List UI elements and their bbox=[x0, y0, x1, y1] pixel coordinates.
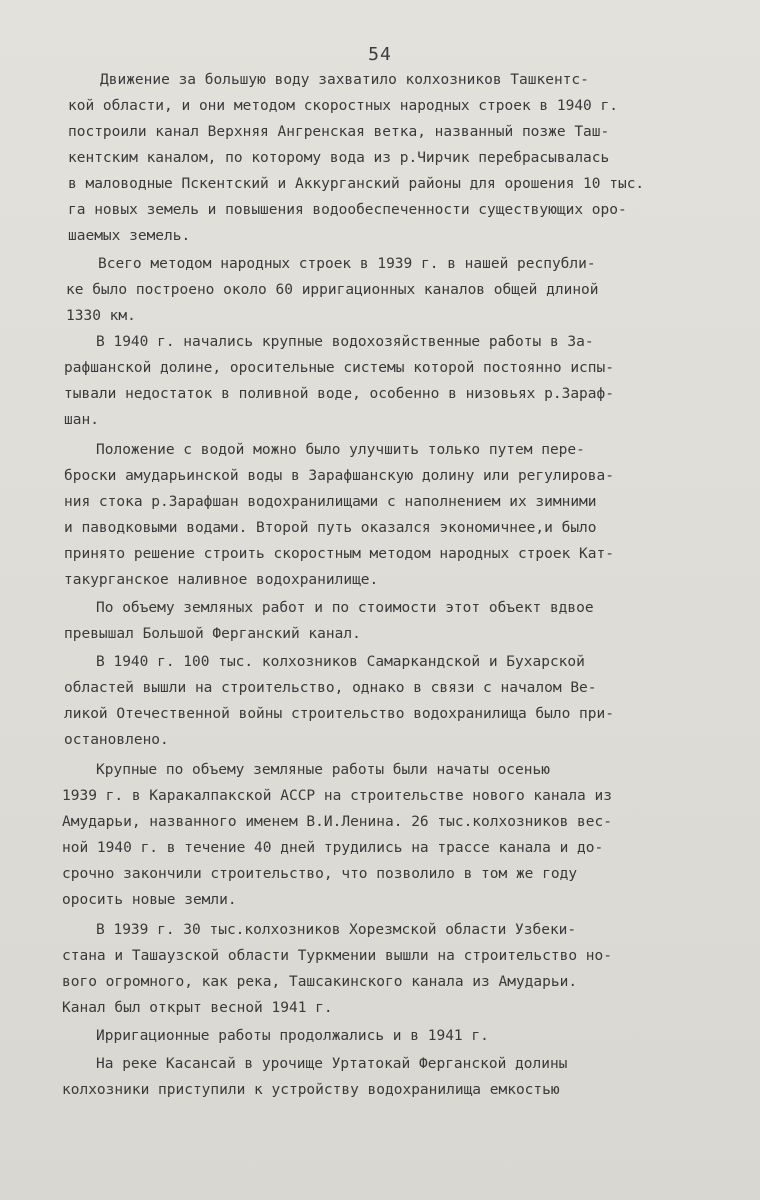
text-line: оросить новые земли. bbox=[62, 892, 237, 908]
text-line: 1330 км. bbox=[66, 308, 136, 324]
text-line: броски амударьинской воды в Зарафшанскую долину или регулирова- bbox=[64, 468, 614, 484]
text-line: На реке Касансай в урочище Уртатокай Ферганской долины bbox=[96, 1056, 568, 1072]
text-line: вого огромного, как река, Ташсакинского канала из Амударьи. bbox=[62, 974, 578, 990]
text-line: в маловодные Пскентский и Аккурганский районы для орошения 10 тыс. bbox=[68, 176, 645, 192]
text-line: срочно закончили строительство, что позволило в том же году bbox=[62, 866, 578, 882]
text-line: кентским каналом, по которому вода из р.Чирчик перебрасывалась bbox=[68, 150, 610, 166]
text-line: тывали недостаток в поливной воде, особенно в низовьях р.Зараф- bbox=[64, 386, 614, 402]
text-line: ликой Отечественной войны строительство водохранилища было при- bbox=[64, 706, 614, 722]
text-line: кой области, и они методом скоростных народных строек в 1940 г. bbox=[68, 98, 618, 114]
text-line: В 1940 г. начались крупные водохозяйственные работы в За- bbox=[96, 334, 594, 350]
text-line: В 1939 г. 30 тыс.колхозников Хорезмской области Узбеки- bbox=[96, 922, 577, 938]
text-line: шаемых земель. bbox=[68, 228, 191, 244]
text-line: ке было построено около 60 ирригационных каналов общей длиной bbox=[66, 282, 599, 298]
text-line: Амударьи, названного именем В.И.Ленина. 26 тыс.колхозников вес- bbox=[62, 814, 612, 830]
text-line: Канал был открыт весной 1941 г. bbox=[62, 1000, 333, 1016]
text-line: В 1940 г. 100 тыс. колхозников Самаркандской и Бухарской bbox=[96, 654, 585, 670]
text-line: 1939 г. в Каракалпакской АССР на строительстве нового канала из bbox=[62, 788, 612, 804]
text-line: такурганское наливное водохранилище. bbox=[64, 572, 379, 588]
page-number: 54 bbox=[368, 44, 392, 65]
text-line: превышал Большой Ферганский канал. bbox=[64, 626, 361, 642]
text-line: га новых земель и повышения водообеспеченности существующих оро- bbox=[68, 202, 627, 218]
text-line: колхозники приступили к устройству водохранилища емкостью bbox=[62, 1082, 560, 1098]
text-line: рафшанской долине, оросительные системы которой постоянно испы- bbox=[64, 360, 614, 376]
text-line: принято решение строить скоростным методом народных строек Кат- bbox=[64, 546, 614, 562]
text-line: По объему земляных работ и по стоимости этот объект вдвое bbox=[96, 600, 594, 616]
text-line: Движение за большую воду захватило колхозников Ташкентс- bbox=[100, 72, 589, 88]
text-line: построили канал Верхняя Ангренская ветка, названный позже Таш- bbox=[68, 124, 610, 140]
text-line: и паводковыми водами. Второй путь оказался экономичнее,и было bbox=[64, 520, 597, 536]
text-line: шан. bbox=[64, 412, 99, 428]
text-line: Положение с водой можно было улучшить только путем пере- bbox=[96, 442, 585, 458]
text-line: ния стока р.Зарафшан водохранилищами с наполнением их зимними bbox=[64, 494, 597, 510]
text-line: Ирригационные работы продолжались и в 1941 г. bbox=[96, 1028, 489, 1044]
text-line: Всего методом народных строек в 1939 г. в нашей республи- bbox=[98, 256, 596, 272]
text-line: Крупные по объему земляные работы были начаты осенью bbox=[96, 762, 550, 778]
text-line: стана и Ташаузской области Туркмении вышли на строительство но- bbox=[62, 948, 612, 964]
text-line: остановлено. bbox=[64, 732, 169, 748]
text-line: ной 1940 г. в течение 40 дней трудились на трассе канала и до- bbox=[62, 840, 604, 856]
text-line: областей вышли на строительство, однако в связи с началом Ве- bbox=[64, 680, 597, 696]
